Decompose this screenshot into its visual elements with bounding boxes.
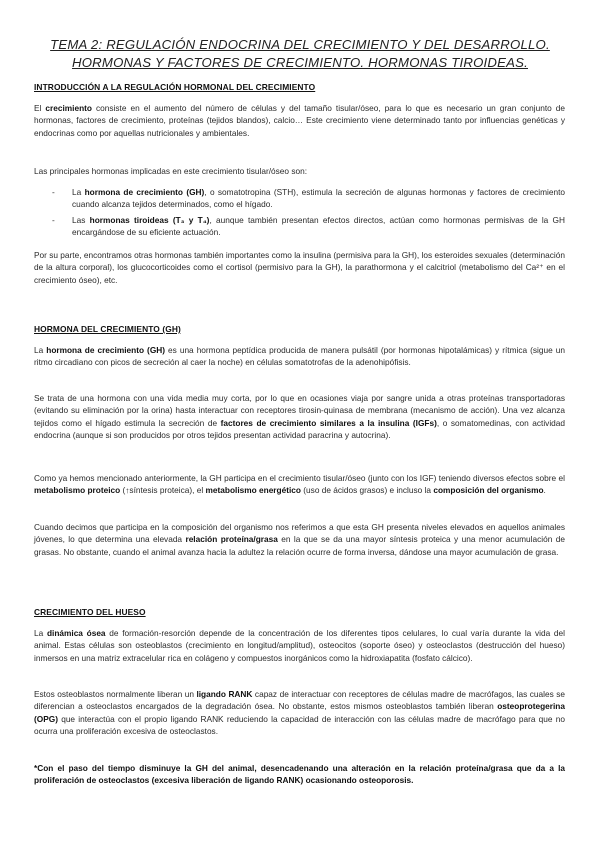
page-title: TEMA 2: REGULACIÓN ENDOCRINA DEL CRECIMIENTO Y DEL DESARROLLO. HORMONAS Y FACTORES DE CRECIMIENTO. HORMONAS TIROIDEAS. (50, 37, 550, 70)
section-heading-bone: CRECIMIENTO DEL HUESO (34, 607, 146, 617)
intro-paragraph-1: El crecimiento consiste en el aumento del número de células y del tamaño tisular/óseo, para lo que es necesario un gran conjunto de hormonas, factores de crecimiento, proteínas (tejidos blandos), calcio… Este crecimiento viene determinado tanto por influencias genéticas y endocrinas como por aquellas nutricionales y ambientales. (34, 103, 565, 138)
intro-paragraph-2: Las principales hormonas implicadas en este crecimiento tisular/óseo son: (34, 166, 308, 176)
intro-paragraph-3: Por su parte, encontramos otras hormonas también importantes como la insulina (permisiva para la GH), los esteroides sexuales (determinación de la altura corporal), los glucocorticoides como el cortisol (permisivo para la GH), la parathormona y el calcitriol (metabolismo del Ca²⁺ en el crecimiento óseo), etc. (34, 250, 565, 285)
list-item: - Las hormonas tiroideas (T₃ y T₄), aunque también presentan efectos directos, actúan como hormonas permisivas de la GH encargándose de su eficiente actuación. (52, 215, 565, 238)
term-crecimiento: crecimiento (45, 103, 92, 113)
bullet-dash: - (52, 187, 55, 197)
section-heading-intro: INTRODUCCIÓN A LA REGULACIÓN HORMONAL DEL CRECIMIENTO (34, 82, 316, 92)
gh-paragraph-4: Cuando decimos que participa en la composición del organismo nos referimos a que esta GH presenta niveles elevados en aquellos animales jóvenes, lo que determina una elevada relación proteína/grasa en la que se da una mayor síntesis proteica y una menor acumulación de grasas. No obstante, cuando el animal avanza hacia la adultez la relación ocurre de forma inversa, dándose una mayor acumulación de grasa. (34, 522, 565, 557)
gh-paragraph-2: Se trata de una hormona con una vida media muy corta, por lo que en ocasiones viaja por sangre unida a otras proteínas transportadoras (evitando su eliminación por la orina) hasta interactuar con receptores tirosin-quinasa de membrana (mecanismo de acción). Una vez alcanza tejidos como el hígado estimula la secreción de factores de crecimiento similares a la insulina (IGFs), o somatomedinas, con actividad endocrina (aunque si son producidos por otros tejidos presentan actividad paracrina y autocrina). (34, 393, 566, 441)
bone-paragraph-1: La dinámica ósea de formación-resorción depende de la concentración de los diferentes tipos celulares, lo cual varía durante la vida del animal. Estas células son osteoblastos (crecimiento en longitud/amplitud), osteocitos (soporte óseo) y osteoclastos (destrucción del hueso) inmersos en una matriz extracelular rica en colágeno y compuestos inorgánicos como la hidroxiapatita (fosfato cálcico). (34, 628, 566, 663)
list-item: - La hormona de crecimiento (GH), o somatotropina (STH), estimula la secreción de algunas hormonas y factores de crecimiento cuando alcanza tejidos determinados, como el hígado. (52, 187, 565, 210)
bullet-dash: - (52, 215, 55, 225)
term-gh: hormona de crecimiento (GH) (84, 187, 205, 197)
term-thyroid: hormonas tiroideas (T₃ y T₄) (89, 215, 210, 225)
gh-paragraph-1: La hormona de crecimiento (GH) es una hormona peptídica producida de manera pulsátil (por hormonas hipotalámicas) y rítmica (sigue un ritmo circadiano con picos de secreción al caer la noche) en células somatotrofas de la adenohipófisis. (34, 345, 565, 368)
bone-note: *Con el paso del tiempo disminuye la GH del animal, desencadenando una alteración en la relación proteína/grasa que da a la proliferación de osteoclastos (excesiva liberación de ligando RANK) ocasionando osteoporosis. (34, 763, 565, 786)
gh-paragraph-3: Como ya hemos mencionado anteriormente, la GH participa en el crecimiento tisular/óseo (junto con los IGF) teniendo diversos efectos sobre el metabolismo proteico (↑síntesis proteica), el metabolismo energético (uso de ácidos grasos) e incluso la composición del organismo. (34, 473, 565, 496)
bone-paragraph-2: Estos osteoblastos normalmente liberan un ligando RANK capaz de interactuar con receptores de células madre de macrófagos, las cuales se diferencian a osteoclastos encargados de la degradación ósea. No obstante, estos mismos osteoblastos también liberan osteoprotegerina (OPG) que interactúa con el propio ligando RANK reduciendo la capacidad de interacción con las células madre de macrófago para que no ocurra una proliferación excesiva de osteoclastos. (34, 689, 565, 737)
section-heading-gh: HORMONA DEL CRECIMIENTO (GH) (34, 324, 181, 334)
